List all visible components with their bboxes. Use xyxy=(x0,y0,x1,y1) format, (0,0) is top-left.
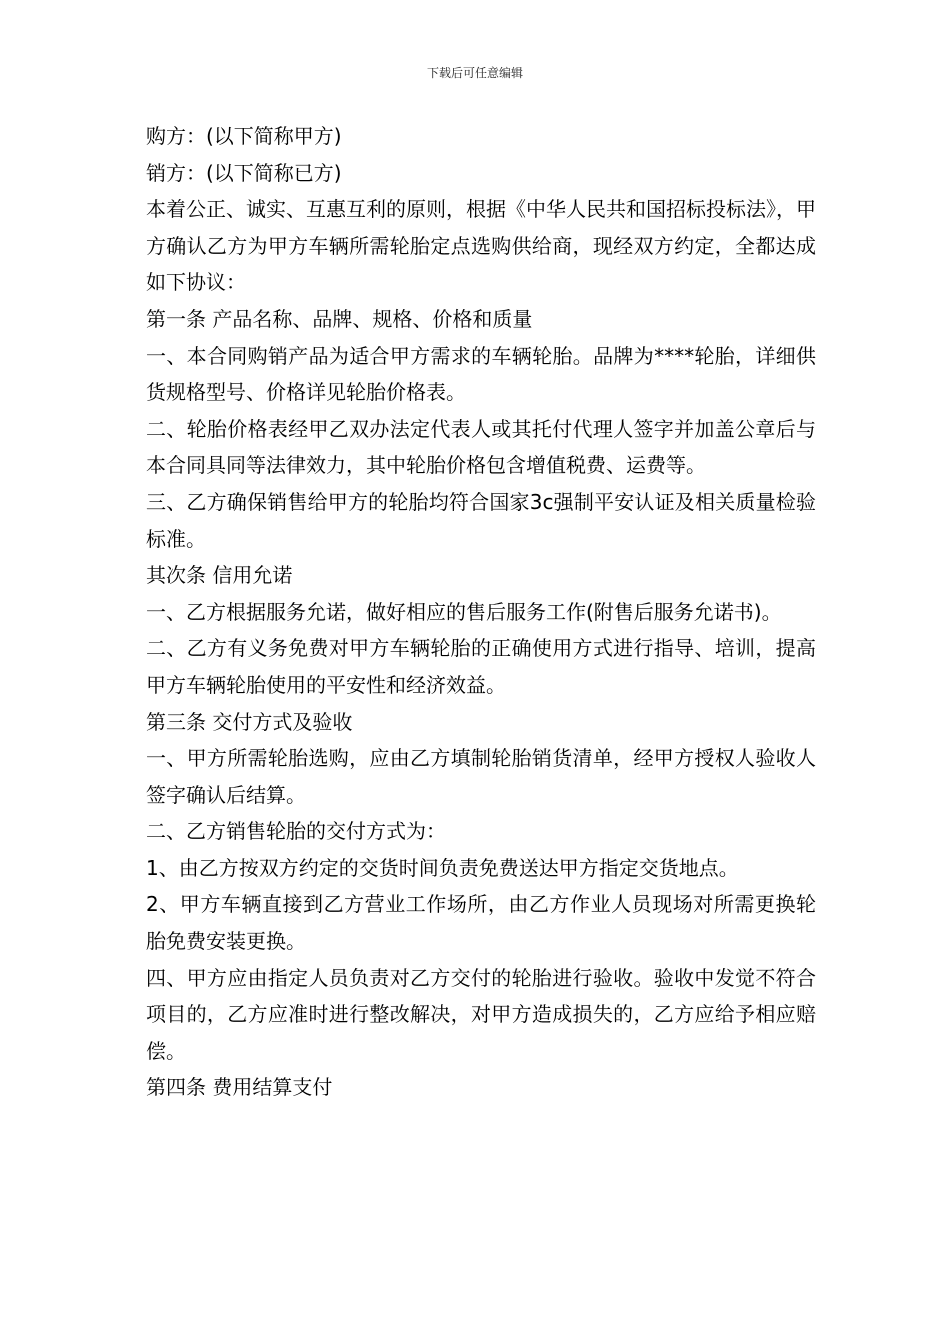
article-2-clause-1: 一、乙方根据服务允诺，做好相应的售后服务工作(附售后服务允诺书)。 xyxy=(146,599,782,624)
article-1-clause-1: 一、本合同购销产品为适合甲方需求的车辆轮胎。品牌为****轮胎，详细供货规格型号、价格详见轮胎价格表。 xyxy=(146,343,816,405)
preamble-paragraph: 本着公正、诚实、互惠互利的原则，根据《中华人民共和国招标投标法》，甲方确认乙方为甲方车辆所需轮胎定点选购供给商，现经双方约定，全都达成如下协议： xyxy=(146,197,816,295)
article-3-subitem-2: 2、甲方车辆直接到乙方营业工作场所，由乙方作业人员现场对所需更换轮胎免费安装更换。 xyxy=(146,892,816,954)
article-3-clause-4: 四、甲方应由指定人员负责对乙方交付的轮胎进行验收。验收中发觉不符合项目的，乙方应准时进行整改解决，对甲方造成损失的，乙方应给予相应赔偿。 xyxy=(146,965,816,1063)
article-4-heading: 第四条 费用结算支付 xyxy=(146,1075,333,1100)
article-2-heading: 其次条 信用允诺 xyxy=(146,563,293,588)
article-1-clause-3: 三、乙方确保销售给甲方的轮胎均符合国家3c强制平安认证及相关质量检验标准。 xyxy=(146,489,816,551)
document-body xyxy=(146,118,816,1106)
seller-line: 销方：(以下简称已方) xyxy=(146,160,342,185)
article-3-clause-2: 二、乙方销售轮胎的交付方式为： xyxy=(146,819,446,844)
article-1-heading: 第一条 产品名称、品牌、规格、价格和质量 xyxy=(146,306,533,331)
article-2-clause-2: 二、乙方有义务免费对甲方车辆轮胎的正确使用方式进行指导、培训，提高甲方车辆轮胎使用的平安性和经济效益。 xyxy=(146,636,816,697)
article-3-heading: 第三条 交付方式及验收 xyxy=(146,709,353,734)
article-3-subitem-1: 1、由乙方按双方约定的交货时间负责免费送达甲方指定交货地点。 xyxy=(146,855,739,880)
page-header-note: 下载后可任意编辑 xyxy=(426,66,523,80)
article-1-clause-2: 二、轮胎价格表经甲乙双办法定代表人或其托付代理人签字并加盖公章后与本合同具同等法律效力，其中轮胎价格包含增值税费、运费等。 xyxy=(146,416,816,478)
buyer-line: 购方：(以下简称甲方) xyxy=(146,124,342,148)
article-3-clause-1: 一、甲方所需轮胎选购，应由乙方填制轮胎销货清单，经甲方授权人验收人签字确认后结算。 xyxy=(146,746,816,807)
